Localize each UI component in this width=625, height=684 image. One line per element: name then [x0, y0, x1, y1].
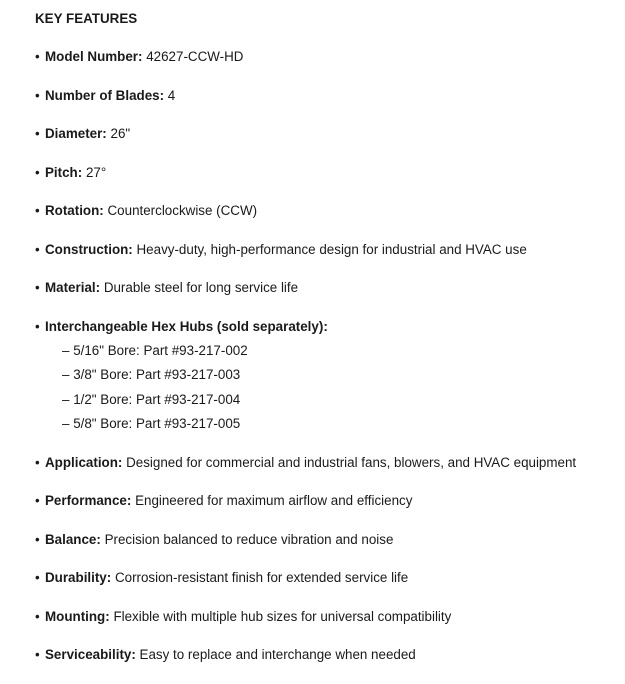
feature-value: 4 — [167, 87, 176, 103]
feature-item — [35, 86, 625, 106]
hex-hub-text: 5/16" Bore: Part #93-217-002 — [73, 342, 248, 358]
bullet-icon: • — [35, 203, 40, 218]
feature-item — [35, 645, 625, 665]
feature-item — [35, 491, 625, 511]
feature-value: 42627-CCW-HD — [146, 49, 244, 64]
feature-value: Engineered for maximum airflow and efficiency — [135, 493, 413, 509]
feature-label: Mounting: — [45, 608, 110, 624]
feature-label: Model Number: — [45, 49, 143, 64]
feature-label: Serviceability: — [45, 647, 136, 663]
bullet-icon: • — [35, 164, 40, 180]
feature-value: Durable steel for long service life — [103, 280, 299, 295]
bullet-icon: • — [35, 241, 40, 257]
dash-icon: – — [62, 391, 70, 407]
feature-label: Construction: — [45, 241, 133, 257]
feature-label: Number of Blades: — [45, 87, 165, 103]
feature-label: Rotation: — [45, 203, 104, 218]
bullet-icon: • — [35, 647, 40, 663]
bullet-icon: • — [35, 49, 40, 64]
feature-value: 27° — [85, 164, 107, 180]
feature-label: Pitch: — [45, 164, 83, 180]
bullet-icon: • — [35, 87, 40, 103]
feature-value: Precision balanced to reduce vibration and noise — [104, 531, 394, 547]
feature-item — [35, 278, 625, 298]
hex-hub-text: 1/2" Bore: Part #93-217-004 — [73, 391, 241, 407]
feature-label: Durability: — [45, 570, 112, 586]
feature-label: Application: — [45, 454, 123, 470]
feature-value: Flexible with multiple hub sizes for universal compatibility — [113, 608, 452, 624]
hex-hub-item — [62, 341, 625, 361]
bullet-icon: • — [35, 280, 40, 295]
feature-label: Interchangeable Hex Hubs (sold separately): — [45, 318, 328, 334]
hex-hub-item — [62, 414, 625, 434]
feature-list — [35, 47, 625, 665]
hex-hub-text: 5/8" Bore: Part #93-217-005 — [73, 416, 241, 432]
feature-value: Corrosion-resistant finish for extended service life — [114, 570, 409, 586]
feature-value: 26" — [110, 126, 131, 141]
feature-value: Heavy-duty, high-performance design for industrial and HVAC use — [136, 241, 527, 257]
feature-item — [35, 568, 625, 588]
feature-label: Material: — [45, 280, 101, 295]
feature-item — [35, 201, 625, 221]
bullet-icon: • — [35, 493, 40, 509]
feature-item — [35, 453, 625, 473]
feature-label: Balance: — [45, 531, 101, 547]
feature-label: Performance: — [45, 493, 132, 509]
hex-hub-list — [35, 341, 625, 435]
hex-hub-item — [62, 390, 625, 410]
dash-icon: – — [62, 416, 70, 432]
feature-item — [35, 240, 625, 260]
bullet-icon: • — [35, 126, 40, 141]
bullet-icon: • — [35, 454, 40, 470]
feature-value: Designed for commercial and industrial fans, blowers, and HVAC equipment — [126, 454, 577, 470]
feature-item — [35, 47, 625, 67]
feature-label: Diameter: — [45, 126, 107, 141]
feature-item — [35, 163, 625, 183]
feature-value: Counterclockwise (CCW) — [107, 203, 258, 218]
key-features-document — [35, 9, 625, 684]
feature-item — [35, 317, 625, 435]
feature-item — [35, 607, 625, 627]
dash-icon: – — [62, 342, 70, 358]
bullet-icon: • — [35, 608, 40, 624]
section-heading: KEY FEATURES — [35, 11, 138, 26]
bullet-icon: • — [35, 531, 40, 547]
feature-item — [35, 124, 625, 144]
feature-item — [35, 530, 625, 550]
hex-hub-item — [62, 365, 625, 385]
bullet-icon: • — [35, 570, 40, 586]
hex-hub-text: 3/8" Bore: Part #93-217-003 — [73, 367, 241, 383]
dash-icon: – — [62, 367, 70, 383]
feature-value: Easy to replace and interchange when needed — [139, 647, 416, 663]
bullet-icon: • — [35, 318, 40, 334]
